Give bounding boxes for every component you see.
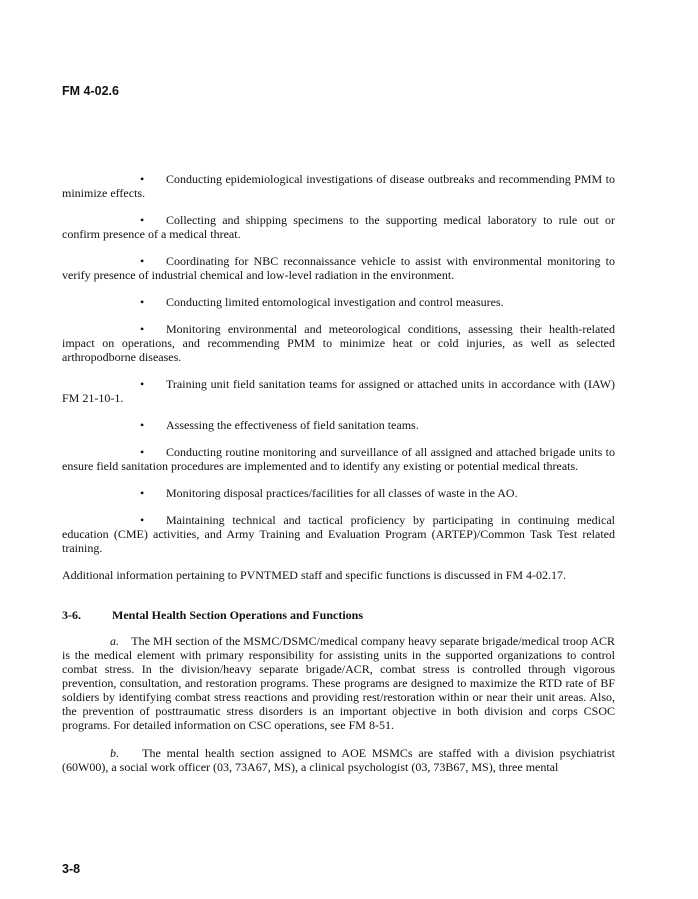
bullet-glyph: • bbox=[140, 213, 145, 227]
bullet-item bbox=[62, 295, 615, 309]
paragraph-text: The MH section of the MSMC/DSMC/medical company heavy separate brigade/medical troop ACR is the medical element with primary responsibility for assisting units in the supported organizations to control combat stress. In the division/heavy separate brigade/ACR, combat stress is controlled through vigorous prevention, consultation, and restoration programs. These programs are designed to maximize the RTD rate of BF soldiers by identifying combat stress reactions and providing rest/restoration within or near their unit areas. Also, the prevention of posttraumatic stress disorders is an important objective in both division and corps CSOC programs. For detailed information on CSC operations, see FM 8-51. bbox=[62, 634, 615, 732]
bullet-item bbox=[62, 322, 615, 364]
bullet-text: Training unit field sanitation teams for assigned or attached units in accordance with (IAW) FM 21-10-1. bbox=[62, 377, 615, 405]
bullet-glyph: • bbox=[140, 486, 145, 500]
bullet-list bbox=[62, 172, 615, 555]
bullet-item bbox=[62, 377, 615, 405]
page-number-footer: 3-8 bbox=[62, 862, 81, 876]
document-body bbox=[62, 172, 615, 788]
bullet-text: Conducting epidemiological investigations of disease outbreaks and recommending PMM to minimize effects. bbox=[62, 172, 615, 200]
document-id-header: FM 4-02.6 bbox=[62, 84, 119, 98]
bullet-glyph: • bbox=[140, 513, 145, 527]
paragraph-label: b. bbox=[110, 746, 119, 760]
bullet-item bbox=[62, 254, 615, 282]
section-heading bbox=[62, 608, 615, 622]
bullet-item bbox=[62, 445, 615, 473]
bullet-glyph: • bbox=[140, 418, 145, 432]
bullet-text: Assessing the effectiveness of field sanitation teams. bbox=[166, 418, 419, 432]
bullet-glyph: • bbox=[140, 295, 145, 309]
bullet-text: Maintaining technical and tactical proficiency by participating in continuing medical education (CME) activities, and Army Training and Evaluation Program (ARTEP)/Common Task Test related training. bbox=[62, 513, 615, 555]
bullet-item bbox=[62, 213, 615, 241]
bullet-text: Monitoring environmental and meteorological conditions, assessing their health-related impact on operations, and recommending PMM to minimize heat or cold injuries, as well as selected arthropodborne diseases. bbox=[62, 322, 615, 364]
paragraph-label: a. bbox=[110, 634, 119, 648]
bullet-glyph: • bbox=[140, 377, 145, 391]
bullet-text: Conducting routine monitoring and surveillance of all assigned and attached brigade units to ensure field sanitation procedures are implemented and to identify any existing or potential medical threats. bbox=[62, 445, 615, 473]
bullet-item bbox=[62, 513, 615, 555]
bullet-text: Conducting limited entomological investigation and control measures. bbox=[166, 295, 504, 309]
bullet-text: Collecting and shipping specimens to the supporting medical laboratory to rule out or confirm presence of a medical threat. bbox=[62, 213, 615, 241]
bullet-text: Monitoring disposal practices/facilities for all classes of waste in the AO. bbox=[166, 486, 518, 500]
bullet-glyph: • bbox=[140, 254, 145, 268]
bullet-glyph: • bbox=[140, 322, 145, 336]
bullet-glyph: • bbox=[140, 172, 145, 186]
bullet-glyph: • bbox=[140, 445, 145, 459]
section-title: Mental Health Section Operations and Functions bbox=[112, 608, 364, 622]
paragraph-b bbox=[62, 746, 615, 774]
bullet-item bbox=[62, 418, 615, 432]
paragraph-a bbox=[62, 634, 615, 732]
additional-info-paragraph: Additional information pertaining to PVNTMED staff and specific functions is discussed in FM 4-02.17. bbox=[62, 568, 567, 582]
bullet-item bbox=[62, 486, 615, 500]
paragraph-text: The mental health section assigned to AOE MSMCs are staffed with a division psychiatrist (60W00), a social work officer (03, 73A67, MS), a clinical psychologist (03, 73B67, MS), three mental bbox=[62, 746, 615, 774]
bullet-text: Coordinating for NBC reconnaissance vehicle to assist with environmental monitoring to verify presence of industrial chemical and low-level radiation in the environment. bbox=[62, 254, 615, 282]
bullet-item bbox=[62, 172, 615, 200]
section-number: 3-6. bbox=[62, 608, 81, 622]
